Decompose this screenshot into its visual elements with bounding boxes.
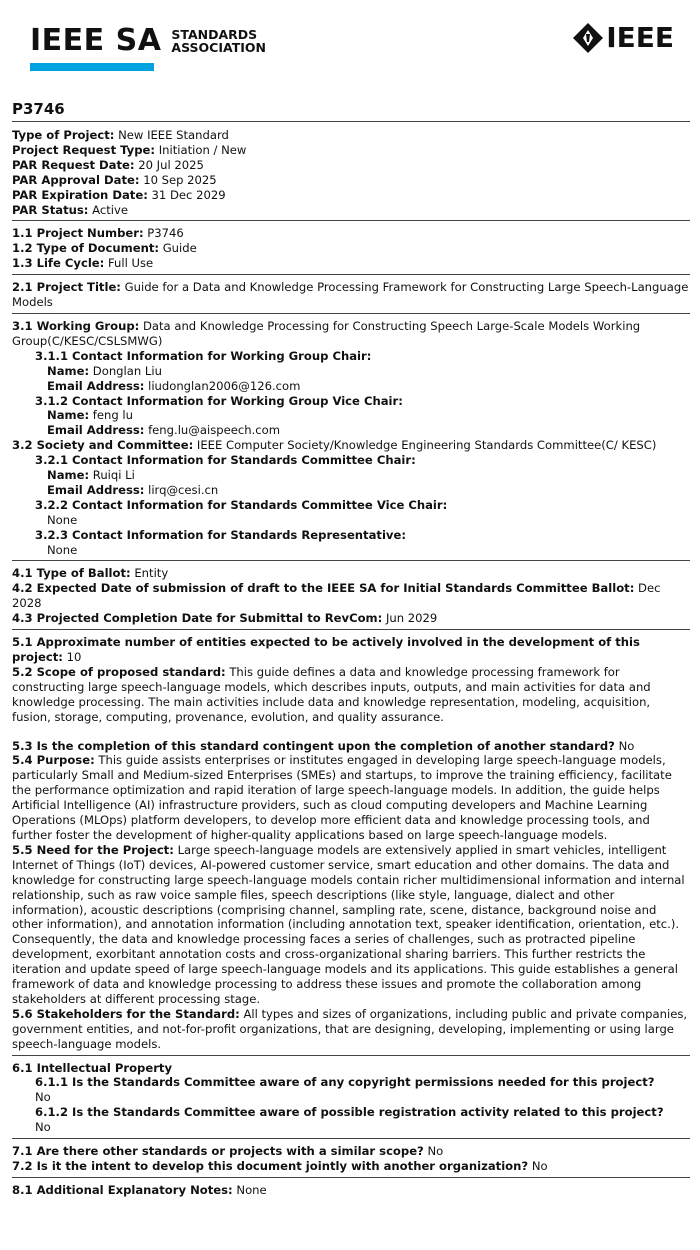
field-scope: 5.2 Scope of proposed standard: This guide defines a data and knowledge processing framework for constructing large speech-language models, which describes inputs, outputs, and main activities for data and knowledge processing. The main activities include data and knowledge representation, modeling, acquisition, fusion, storage, computing, provenance, evolution, and quality assurance. bbox=[12, 664, 651, 724]
field-wg-vice-chair-name: Name: feng lu bbox=[47, 408, 133, 423]
section-project-info bbox=[12, 128, 690, 221]
field-project-request-type: Project Request Type: Initiation / New bbox=[12, 142, 247, 157]
section-2 bbox=[12, 280, 690, 314]
section-1 bbox=[12, 226, 690, 275]
field-wg-chair-name: Name: Donglan Liu bbox=[47, 363, 162, 378]
page-title: P3746 bbox=[12, 96, 690, 122]
heading-sc-chair-contact: 3.2.1 Contact Information for Standards Committee Chair: bbox=[35, 453, 416, 468]
field-sc-vice-chair-value: None bbox=[47, 512, 78, 527]
field-additional-notes: 8.1 Additional Explanatory Notes: None bbox=[12, 1182, 267, 1197]
field-society-committee: 3.2 Society and Committee: IEEE Computer Society/Knowledge Engineering Standards Committee(C/ KESC) bbox=[12, 438, 657, 453]
answer-registration-activity: No bbox=[35, 1120, 51, 1135]
field-project-title: 2.1 Project Title: Guide for a Data and Knowledge Processing Framework for Constructing Large Speech-Language Models bbox=[12, 280, 689, 310]
field-par-expiration-date: PAR Expiration Date: 31 Dec 2029 bbox=[12, 187, 226, 202]
field-par-approval-date: PAR Approval Date: 10 Sep 2025 bbox=[12, 172, 217, 187]
section-3 bbox=[12, 319, 690, 562]
heading-wg-vice-chair-contact: 3.1.2 Contact Information for Working Group Vice Chair: bbox=[35, 393, 403, 408]
field-par-status: PAR Status: Active bbox=[12, 202, 128, 217]
heading-sc-vice-chair-contact: 3.2.2 Contact Information for Standards Committee Vice Chair: bbox=[35, 497, 448, 512]
section-7 bbox=[12, 1144, 690, 1178]
spacer bbox=[12, 725, 690, 739]
email-link[interactable]: lirq@cesi.cn bbox=[148, 482, 219, 497]
field-contingent: 5.3 Is the completion of this standard contingent upon the completion of another standard? No bbox=[12, 738, 635, 753]
field-working-group: 3.1 Working Group: Data and Knowledge Processing for Constructing Speech Large-Scale Models Working Group(C/KESC/CSLSMWG) bbox=[12, 318, 641, 348]
answer-copyright-permissions: No bbox=[35, 1090, 51, 1105]
heading-intellectual-property: 6.1 Intellectual Property bbox=[12, 1060, 173, 1075]
ieee-sa-logo[interactable] bbox=[30, 23, 266, 58]
field-project-number: 1.1 Project Number: P3746 bbox=[12, 226, 184, 241]
ieee-logo-text: IEEE bbox=[606, 21, 674, 54]
question-registration-activity: 6.1.2 Is the Standards Committee aware of possible registration activity related to this project? bbox=[35, 1105, 664, 1120]
question-copyright-permissions: 6.1.1 Is the Standards Committee aware of any copyright permissions needed for this project? bbox=[35, 1075, 655, 1090]
field-wg-vice-chair-email: Email Address: feng.lu@aispeech.com bbox=[47, 423, 281, 438]
field-similar-scope: 7.1 Are there other standards or projects with a similar scope? No bbox=[12, 1144, 444, 1159]
field-completion-date: 4.3 Projected Completion Date for Submittal to RevCom: Jun 2029 bbox=[12, 611, 438, 626]
section-5 bbox=[12, 635, 690, 1055]
field-need: 5.5 Need for the Project: Large speech-language models are extensively applied in smart vehicles, intelligent Internet of Things (IoT) devices, AI-powered customer service, smart education and other domains. The data and knowledge for constructing large speech-language models contain richer multidimensional information and internal relationship, such as raw voice sample files, speech descriptions (like style, language, dialect and other information), acoustic descriptions (comprising channel, sampling rate, scene, distance, background noise and other information), and annotation information (including annotation text, speaker identification, orientation, etc.). Consequently, the data and knowledge processing faces a series of challenges, such as protracted pipeline development, exorbitant annotation costs and cross-organizational sharing barriers. This further restricts the iteration and update speed of large speech-language models and its applications. This guide establishes a general framework of data and knowledge processing to address these issues and promote the collaboration among stakeholders at different processing stage. bbox=[12, 842, 685, 1006]
field-entities-count: 5.1 Approximate number of entities expected to be actively involved in the development of this project: 10 bbox=[12, 635, 640, 664]
field-joint-development: 7.2 Is it the intent to develop this document jointly with another organization? No bbox=[12, 1159, 548, 1173]
field-par-request-date: PAR Request Date: 20 Jul 2025 bbox=[12, 157, 204, 172]
field-sc-chair-email: Email Address: lirq@cesi.cn bbox=[47, 482, 219, 497]
field-purpose: 5.4 Purpose: This guide assists enterprises or institutes engaged in developing large speech-language models, particularly Small and Medium-sized Enterprises (SMEs) and startups, to improve the training efficiency, facilitate the performance optimization and rapid iteration of large speech-language models. In addition, the guide helps Artificial Intelligence (AI) infrastructure providers, such as cloud computing developers and Machine Learning Operations (MLOps) platform developers, to develop more efficient data and knowledge processing tools, and further foster the development of higher-quality applications based on large speech-language models. bbox=[12, 753, 672, 842]
standards-association-text: STANDARDS ASSOCIATION bbox=[171, 27, 266, 55]
field-wg-chair-email: Email Address: liudonglan2006@126.com bbox=[47, 378, 301, 393]
sa-accent-bar bbox=[30, 63, 154, 71]
heading-standards-rep-contact: 3.2.3 Contact Information for Standards Representative: bbox=[35, 527, 406, 542]
field-type-of-document: 1.2 Type of Document: Guide bbox=[12, 241, 197, 256]
heading-wg-chair-contact: 3.1.1 Contact Information for Working Group Chair: bbox=[35, 348, 372, 363]
email-link[interactable]: liudonglan2006@126.com bbox=[148, 378, 301, 393]
field-life-cycle: 1.3 Life Cycle: Full Use bbox=[12, 256, 154, 271]
field-stakeholders: 5.6 Stakeholders for the Standard: All types and sizes of organizations, including public and private companies, government entities, and not-for-profit organizations, that are designing, developing, implementing or using large speech-language models. bbox=[12, 1006, 688, 1051]
section-8 bbox=[12, 1183, 690, 1201]
page-header bbox=[0, 0, 700, 90]
ieee-logo[interactable] bbox=[572, 22, 674, 54]
ieee-sa-logo-text: IEEE SA bbox=[30, 23, 162, 58]
field-sc-chair-name: Name: Ruiqi Li bbox=[47, 468, 135, 483]
section-6 bbox=[12, 1061, 690, 1140]
email-link[interactable]: feng.lu@aispeech.com bbox=[148, 423, 281, 438]
par-document bbox=[12, 96, 690, 1206]
ieee-diamond-icon bbox=[572, 22, 604, 54]
field-draft-submission-date: 4.2 Expected Date of submission of draft to the IEEE SA for Initial Standards Committee Ballot: Dec 2028 bbox=[12, 581, 661, 611]
section-4 bbox=[12, 566, 690, 630]
field-type-of-project: Type of Project: New IEEE Standard bbox=[12, 128, 229, 142]
field-standards-rep-value: None bbox=[47, 542, 78, 557]
field-type-of-ballot: 4.1 Type of Ballot: Entity bbox=[12, 566, 169, 581]
